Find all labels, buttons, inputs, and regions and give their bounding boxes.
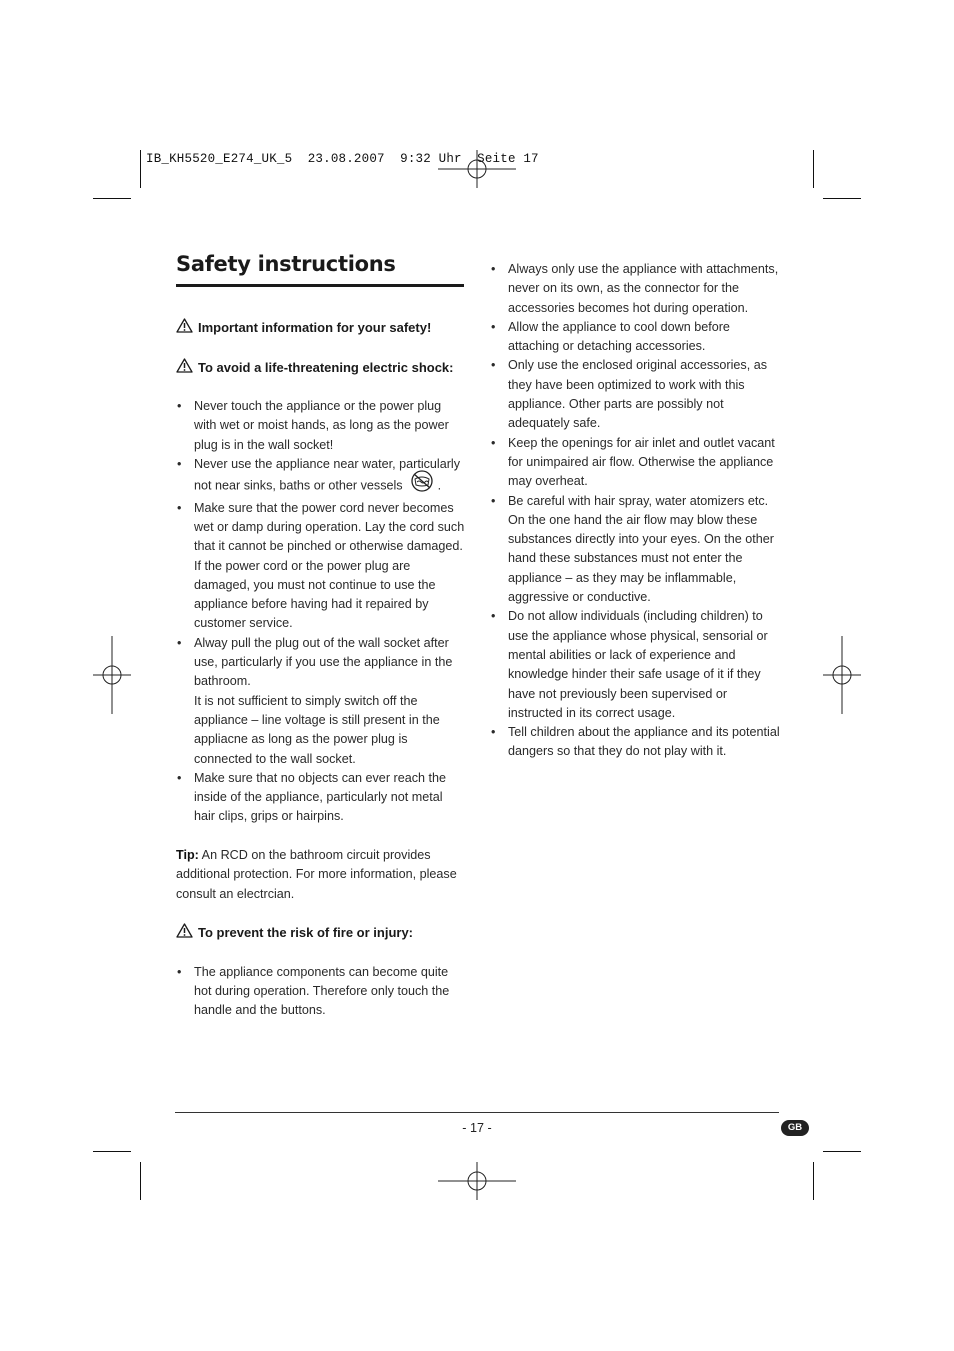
fire-safety-list-continued: [490, 260, 780, 762]
list-item: • Allow the appliance to cool down before attaching or detaching accessories.: [490, 318, 780, 357]
list-item: • Do not allow individuals (including children) to use the appliance whose physical, sensorial or mental abilities or lack of experience and knowledge hinder their safe usage of it if they have not previously been supervised or instructed in its correct usage.: [490, 607, 780, 723]
page-title: Safety instructions: [176, 252, 396, 276]
crop-mark: [823, 198, 861, 199]
registration-mark-icon: [93, 636, 131, 714]
language-badge: GB: [781, 1120, 809, 1136]
right-column: [490, 260, 780, 762]
no-water-vessel-icon: [409, 470, 435, 498]
list-item: [176, 455, 466, 499]
warning-triangle-icon: [176, 923, 198, 943]
crop-mark: [813, 150, 814, 188]
tip-text: An RCD on the bathroom circuit provides additional protection. For more information, please consult an electrcian.: [176, 848, 457, 901]
tip-paragraph: [176, 846, 466, 904]
registration-mark-icon: [438, 1162, 516, 1200]
warning-triangle-icon: [176, 358, 198, 378]
list-item: • Be careful with hair spray, water atomizers etc. On the one hand the air flow may blow these substances directly into your eyes. On the other hand these substances must not enter the appliance – as they may be inflammable, aggressive or conductive.: [490, 492, 780, 608]
list-item-suffix: .: [437, 478, 442, 493]
heading-text: To avoid a life-threatening electric shock:: [198, 359, 454, 375]
heading-text: Important information for your safety!: [198, 320, 432, 335]
footer-rule: [175, 1112, 779, 1113]
heading-text: To prevent the risk of fire or injury:: [198, 925, 414, 941]
warning-triangle-icon: [176, 318, 198, 338]
crop-mark: [823, 1151, 861, 1152]
crop-mark: [813, 1162, 814, 1200]
registration-mark-icon: [823, 636, 861, 714]
list-item: [176, 634, 466, 769]
list-item: • Tell children about the appliance and its potential dangers so that they do not play with it.: [490, 723, 780, 762]
print-slug: IB_KH5520_E274_UK_5 23.08.2007 9:32 Uhr Seite 17: [146, 152, 539, 166]
list-item-text: Never use the appliance near water, particularly not near sinks, baths or other vessels: [194, 457, 461, 493]
list-item: • Make sure that no objects can ever reach the inside of the appliance, particularly not metal hair clips, grips or hairpins.: [176, 769, 466, 827]
tip-label: Tip:: [176, 848, 199, 863]
registration-mark-icon: [438, 150, 516, 188]
crop-mark: [140, 150, 141, 188]
shock-safety-list: [176, 397, 466, 827]
section-heading-important: [176, 318, 466, 338]
crop-mark: [140, 1162, 141, 1200]
list-item: • Never touch the appliance or the power plug with wet or moist hands, as long as the power plug is in the wall socket!: [176, 397, 466, 455]
list-item: • Always only use the appliance with attachments, never on its own, as the connector for the accessories becomes hot during operation.: [490, 260, 780, 318]
section-heading-electric-shock: [176, 358, 466, 378]
list-item: • The appliance components can become quite hot during operation. Therefore only touch the handle and the buttons.: [176, 963, 466, 1021]
crop-mark: [93, 1151, 131, 1152]
section-heading-fire-injury: [176, 923, 466, 943]
crop-mark: [93, 198, 131, 199]
list-item: • Keep the openings for air inlet and outlet vacant for unimpaired air flow. Otherwise the appliance may overheat.: [490, 434, 780, 492]
fire-safety-list: [176, 963, 466, 1021]
list-item-continuation: It is not sufficient to simply switch off the appliance – line voltage is still present in the appliacne as long as the power plug is connected to the wall socket.: [194, 693, 440, 766]
list-item-text: Alway pull the plug out of the wall socket after use, particularly if you use the appliance in the bathroom.: [194, 635, 453, 689]
title-underline: [176, 284, 464, 287]
page-number: - 17 -: [462, 1121, 492, 1135]
list-item: • Only use the enclosed original accessories, as they have been optimized to work with this appliance. Other parts are possibly not adequately safe.: [490, 356, 780, 433]
list-item: • Make sure that the power cord never becomes wet or damp during operation. Lay the cord such that it cannot be pinched or otherwise damaged. If the power cord or the power plug are damaged, you must not continue to use the appliance before having had it repaired by customer service.: [176, 499, 466, 634]
left-column: [176, 318, 466, 1021]
